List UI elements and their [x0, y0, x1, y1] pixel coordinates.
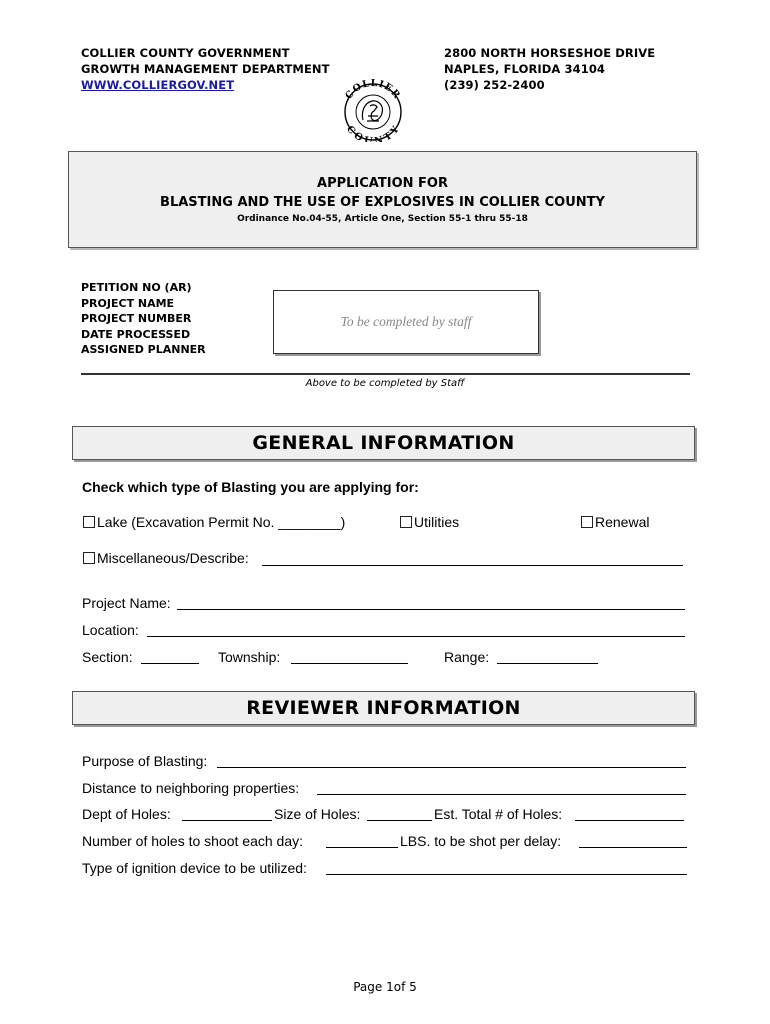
ordinance-line: Ordinance No.04-55, Article One, Section 55-1 thru 55-18	[237, 214, 528, 224]
total-holes-line[interactable]	[575, 820, 684, 821]
township-field-label: Township:	[218, 649, 281, 665]
divider-rule	[81, 373, 690, 375]
svg-text:COLLIER	[343, 78, 402, 102]
renewal-checkbox[interactable]	[581, 516, 593, 528]
location-line[interactable]	[147, 636, 685, 637]
option-utilities[interactable]	[400, 514, 459, 530]
holes-per-day-field-label: Number of holes to shoot each day:	[82, 833, 304, 849]
total-holes-field-label: Est. Total # of Holes:	[434, 806, 563, 822]
county-seal	[333, 76, 413, 142]
renewal-label: Renewal	[595, 514, 650, 530]
general-heading-text: GENERAL INFORMATION	[252, 432, 515, 454]
page-number: Page 1of 5	[353, 980, 417, 994]
utilities-checkbox[interactable]	[400, 516, 412, 528]
dept-holes-line[interactable]	[182, 820, 272, 821]
misc-checkbox[interactable]	[83, 552, 95, 564]
county-name: COLLIER COUNTY GOVERNMENT	[81, 46, 290, 60]
range-line[interactable]	[497, 663, 598, 664]
header-left	[81, 45, 330, 93]
date-processed-label: DATE PROCESSED	[81, 327, 191, 341]
size-holes-field-label: Size of Holes:	[274, 806, 361, 822]
location-field-label: Location:	[82, 622, 139, 638]
project-number-label: PROJECT NUMBER	[81, 312, 192, 325]
reviewer-information-heading	[72, 691, 695, 725]
range-field-label: Range:	[444, 649, 490, 665]
option-misc[interactable]	[83, 550, 249, 566]
project-name-field-label: Project Name:	[82, 595, 171, 611]
option-lake[interactable]	[83, 514, 345, 530]
staff-note: Above to be completed by Staff	[305, 378, 465, 389]
phone-number: (239) 252-2400	[444, 78, 545, 92]
option-renewal[interactable]	[581, 514, 649, 530]
department-name: GROWTH MANAGEMENT DEPARTMENT	[81, 62, 330, 76]
staff-labels	[81, 280, 206, 358]
seal-text-bottom: COUNTY	[343, 123, 403, 142]
utilities-label: Utilities	[414, 514, 460, 530]
dept-holes-field-label: Dept of Holes:	[82, 806, 171, 822]
section-line[interactable]	[141, 663, 199, 664]
address-street: 2800 NORTH HORSESHOE DRIVE	[444, 46, 656, 60]
township-line[interactable]	[291, 663, 408, 664]
lake-checkbox[interactable]	[83, 516, 95, 528]
lbs-delay-field-label: LBS. to be shot per delay:	[400, 833, 562, 849]
purpose-line[interactable]	[217, 767, 686, 768]
ignition-line[interactable]	[326, 874, 687, 875]
reviewer-heading-text: REVIEWER INFORMATION	[246, 697, 521, 719]
distance-field-label: Distance to neighboring properties:	[82, 780, 300, 796]
blasting-type-prompt: Check which type of Blasting you are applying for:	[82, 479, 419, 495]
title-box	[68, 151, 697, 248]
lake-label: Lake (Excavation Permit No. ________)	[97, 514, 346, 530]
project-name-line[interactable]	[177, 609, 685, 610]
svg-text:COUNTY	[344, 124, 403, 142]
assigned-planner-label: ASSIGNED PLANNER	[81, 343, 206, 356]
section-field-label: Section:	[82, 649, 133, 665]
holes-per-day-line[interactable]	[326, 847, 398, 848]
distance-line[interactable]	[317, 794, 686, 795]
staff-box[interactable]	[273, 290, 539, 354]
address-city: NAPLES, FLORIDA 34104	[444, 62, 606, 76]
ignition-field-label: Type of ignition device to be utilized:	[82, 860, 307, 876]
staff-box-text: To be completed by staff	[340, 314, 472, 329]
size-holes-line[interactable]	[367, 820, 432, 821]
purpose-field-label: Purpose of Blasting:	[82, 753, 208, 769]
lbs-delay-line[interactable]	[579, 847, 687, 848]
misc-label: Miscellaneous/Describe:	[97, 550, 249, 566]
petition-no-label: PETITION NO (AR)	[81, 281, 192, 294]
website-link[interactable]: WWW.COLLIERGOV.NET	[81, 78, 235, 92]
misc-describe-line[interactable]	[262, 565, 683, 566]
title-line-1: APPLICATION FOR	[317, 176, 448, 191]
general-information-heading	[72, 426, 695, 460]
header-right	[444, 45, 655, 93]
project-name-label: PROJECT NAME	[81, 296, 175, 310]
seal-text-top: COLLIER	[343, 77, 403, 102]
title-line-2: BLASTING AND THE USE OF EXPLOSIVES IN COLLIER COUNTY	[160, 195, 605, 210]
